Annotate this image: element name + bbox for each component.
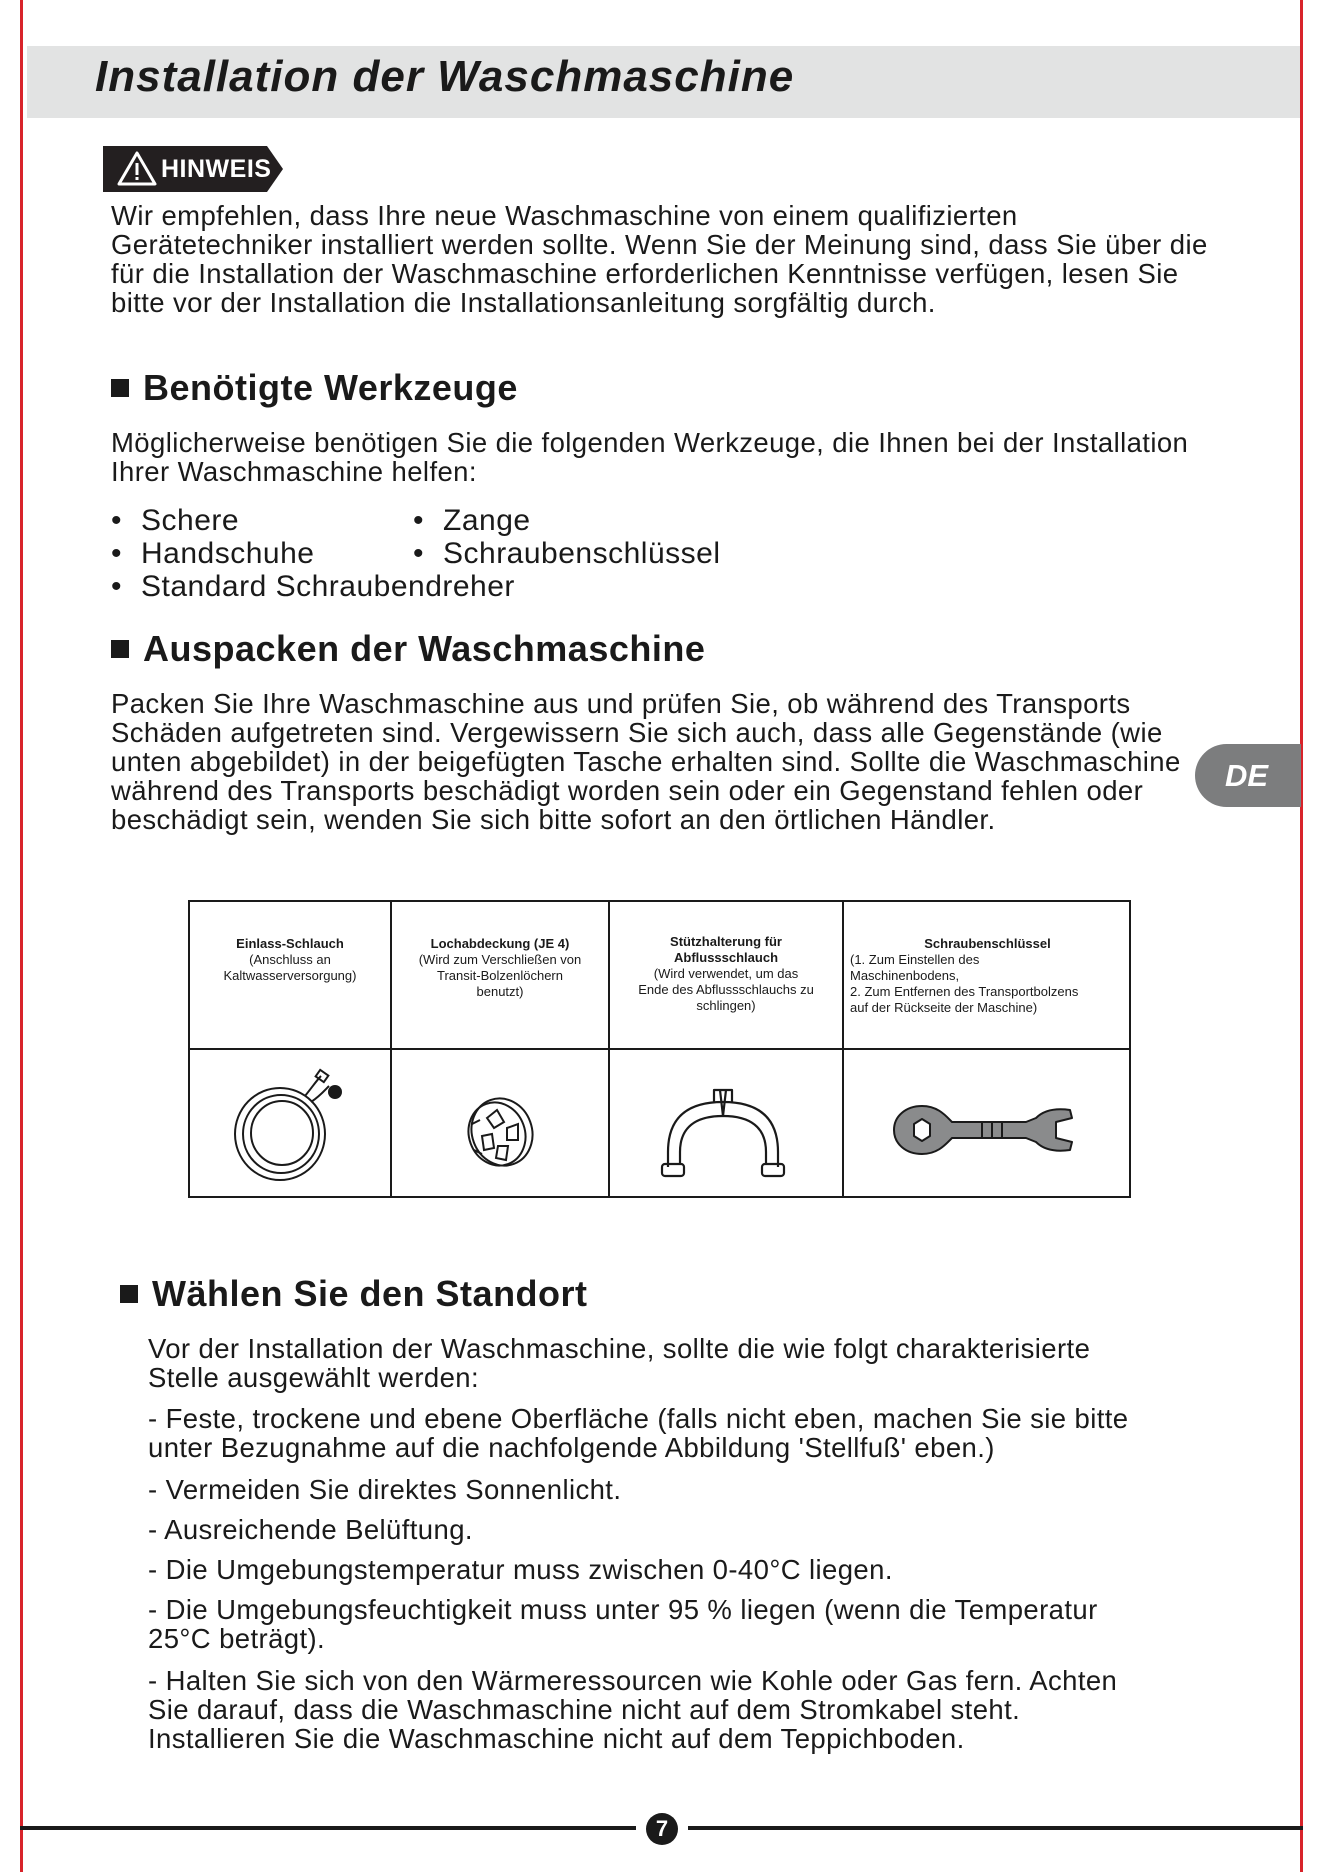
list-item: - Halten Sie sich von den Wärmeressourcen wie Kohle oder Gas fern. Achten Sie darauf, dass die Waschmaschine nicht auf dem Stromkabel steht. Installieren Sie die Waschmaschine nicht auf dem Teppichboden. bbox=[148, 1665, 1118, 1754]
list-item: - Feste, trockene und ebene Oberfläche (falls nicht eben, machen Sie sie bitte unter Bezugnahme auf die nachfolgende Abbildung 'Stellfuß' eben.) bbox=[148, 1403, 1129, 1463]
list-item: - Die Umgebungsfeuchtigkeit muss unter 95 % liegen (wenn die Temperatur 25°C beträgt). bbox=[148, 1594, 1098, 1654]
list-item: - Ausreichende Belüftung. bbox=[148, 1514, 473, 1545]
page-title: Installation der Waschmaschine bbox=[95, 52, 795, 101]
page-border-left bbox=[20, 0, 23, 1872]
unpacking-heading-text: Auspacken der Waschmaschine bbox=[143, 628, 706, 669]
square-bullet-icon bbox=[111, 640, 129, 658]
table-divider bbox=[190, 1048, 1129, 1050]
location-heading-text: Wählen Sie den Standort bbox=[152, 1273, 588, 1314]
list-item: - Vermeiden Sie direktes Sonnenlicht. bbox=[148, 1474, 622, 1505]
page-border-right bbox=[1300, 0, 1303, 1872]
unpacking-text: Packen Sie Ihre Waschmaschine aus und prüfen Sie, ob während des Transports Schäden aufgetreten sind. Vergewissern Sie sich auch, dass alle Gegenstände (wie unten abgebildet) in der beigefügten Tasche erhalten sind. Sollte die Waschmaschine während des Transports beschädigt worden sein oder ein Gegenstand fehlen oder beschädigt sein, wenden Sie sich bitte sofort an den örtlichen Händler. bbox=[111, 688, 1181, 835]
accessories-table bbox=[188, 900, 1131, 1198]
list-item: - Die Umgebungstemperatur muss zwischen 0-40°C liegen. bbox=[148, 1554, 893, 1585]
tools-intro: Möglicherweise benötigen Sie die folgenden Werkzeuge, die Ihnen bei der Installation Ihrer Waschmaschine helfen: bbox=[111, 427, 1189, 487]
language-tab bbox=[1195, 744, 1301, 807]
accessory-caption-cap: Lochabdeckung (JE 4) (Wird zum Verschließen von Transit-Bolzenlöchern benutzt) bbox=[418, 936, 582, 999]
location-heading bbox=[120, 1273, 588, 1315]
tools-heading-text: Benötigte Werkzeuge bbox=[143, 367, 518, 408]
notice-label: HINWEIS bbox=[161, 155, 272, 183]
hole-cap-icon bbox=[452, 1088, 552, 1178]
list-item: • Handschuhe bbox=[111, 537, 315, 570]
notice-badge bbox=[103, 146, 283, 192]
tools-heading bbox=[111, 367, 518, 409]
list-item: • Standard Schraubendreher bbox=[111, 570, 515, 603]
location-intro: Vor der Installation der Waschmaschine, sollte die wie folgt charakterisierte Stelle ausgewählt werden: bbox=[148, 1333, 1091, 1393]
wrench-icon bbox=[886, 1096, 1086, 1166]
notice-text: Wir empfehlen, dass Ihre neue Waschmaschine von einem qualifizierten Gerätetechniker installiert werden sollte. Wenn Sie der Meinung sind, dass Sie über die für die Installation der Waschmaschine erforderlichen Kenntnisse verfügen, lesen Sie bitte vor der Installation die Installationsanleitung sorgfältig durch. bbox=[111, 200, 1208, 318]
list-item: • Schraubenschlüssel bbox=[413, 537, 721, 570]
hose-icon bbox=[225, 1066, 355, 1186]
square-bullet-icon bbox=[120, 1285, 138, 1303]
list-item: • Zange bbox=[413, 504, 531, 537]
unpacking-heading bbox=[111, 628, 705, 670]
hose-bracket-icon bbox=[648, 1082, 798, 1182]
language-tab-label: DE bbox=[1225, 758, 1269, 793]
page-number: 7 bbox=[646, 1813, 678, 1845]
list-item: • Schere bbox=[111, 504, 240, 537]
accessory-caption-hose: Einlass-Schlauch (Anschluss an Kaltwasserversorgung) bbox=[223, 936, 357, 983]
accessory-caption-wrench: Schraubenschlüssel (1. Zum Einstellen des Maschinenbodens, 2. Zum Entfernen des Transportbolzens auf der Rückseite der Maschine) bbox=[850, 936, 1079, 1015]
accessory-caption-bracket: Stützhalterung für Abflussschlauch (Wird verwendet, um das Ende des Abflussschlauchs zu schlingen) bbox=[638, 934, 814, 1013]
square-bullet-icon bbox=[111, 379, 129, 397]
